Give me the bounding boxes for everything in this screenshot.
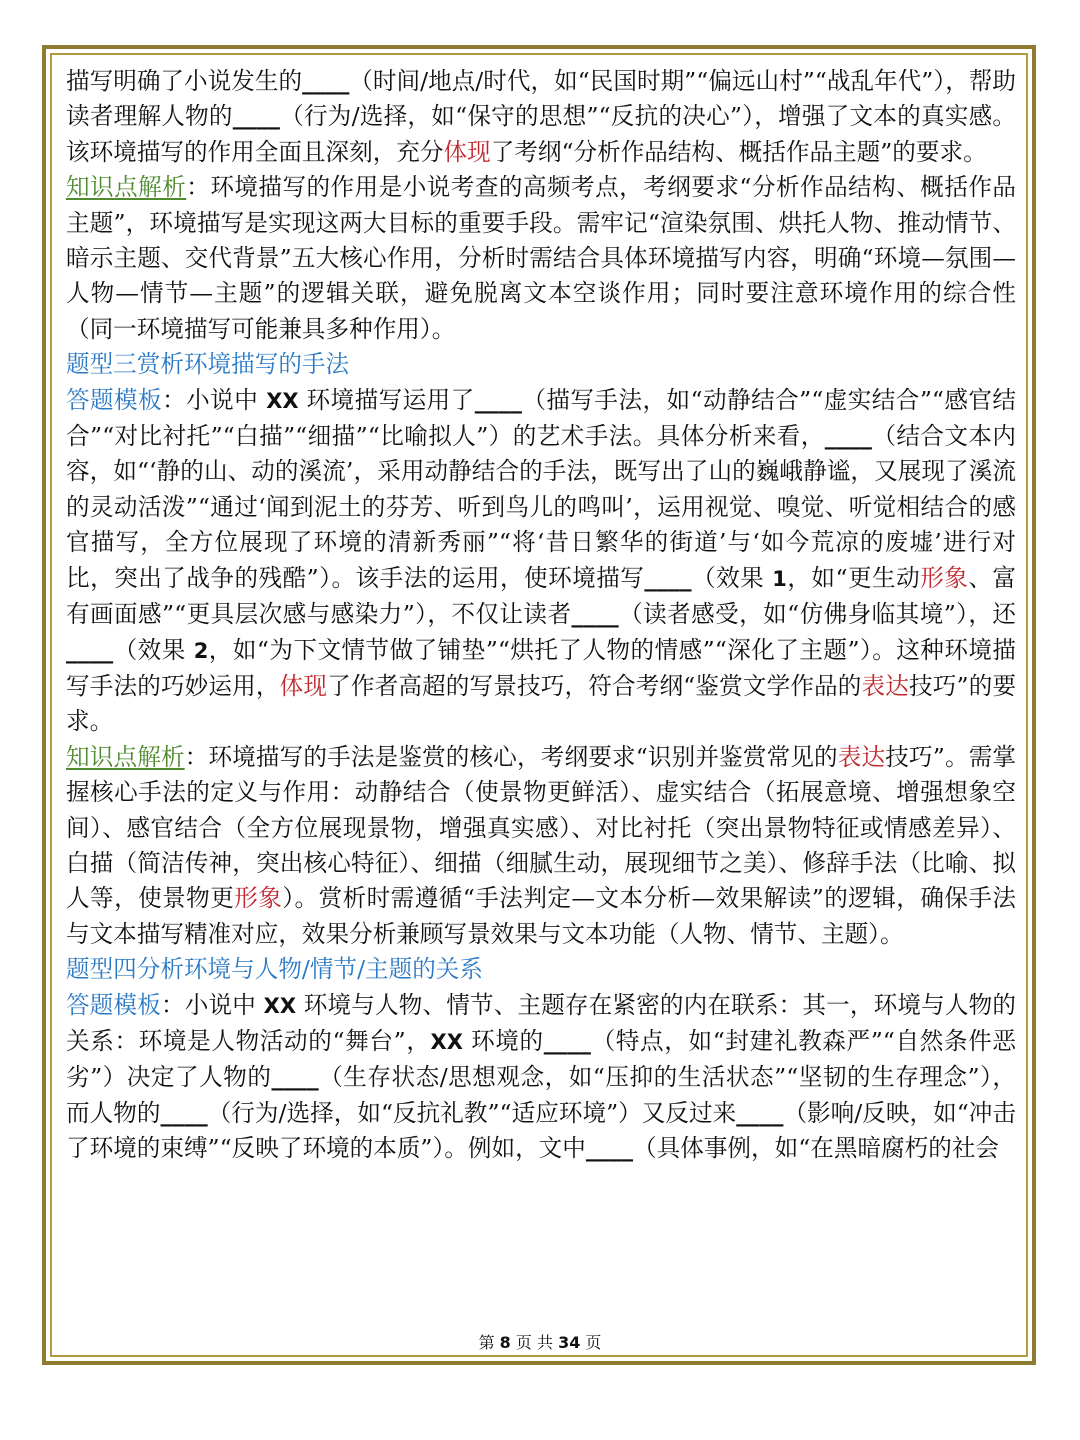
knowledge-analysis-2: 知识点解析：环境描写的手法是鉴赏的核心，考纲要求“识别并鉴赏常见的表达技巧”。需掌握核心手法的定义与作用：动静结合（使景物更鲜活）、虚实结合（拓展意境、增强想象空间）、感官结合（全方位展现景物，增强真实感）、对比衬托（突出景物特征或情感差异）、白描（简洁传神，突出核心特征）、细描（细腻生动，展现细节之美）、修辞手法（比喻、拟人等，使景物更形象）。赏析时需遵循“手法判定—文本分析—效果解读”的逻辑，确保手法与文本描写精准对应，效果分析兼顾写景效果与文本功能（人物、情节、主题）。: [66, 742, 1017, 948]
knowledge-analysis-1: 知识点解析：环境描写的作用是小说考查的高频考点，考纲要求“分析作品结构、概括作品主题”，环境描写是实现这两大目标的重要手段。需牢记“渲染氛围、烘托人物、推动情节、暗示主题、交代背景”五大核心作用，分析时需结合具体环境描写内容，明确“环境—氛围—人物—情节—主题”的逻辑关联，避免脱离文本空谈作用；同时要注意环境作用的综合性（同一环境描写可能兼具多种作用）。: [66, 173, 1017, 343]
page-number-footer: 第 8 页 共 34 页: [478, 1333, 602, 1352]
document-body: [66, 64, 1016, 1167]
knowledge-label: 知识点解析: [66, 742, 185, 771]
section-heading-type-3: 题型三赏析环境描写的手法: [66, 350, 350, 379]
knowledge-label: 知识点解析: [66, 173, 187, 202]
section-heading-type-4: 题型四分析环境与人物/情节/主题的关系: [66, 955, 483, 984]
answer-template-4: 答题模板：小说中 XX 环境与人物、情节、主题存在紧密的内在联系：其一，环境与人物的关系：环境是人物活动的“舞台”，XX 环境的____（特点，如“封建礼教森严”“自然条件恶劣”）决定了人物的____（生存状态/思想观念，如“压抑的生活状态”“坚韧的生存理念”），而人物的____（行为/选择，如“反抗礼教”“适应环境”）又反过来____（影响/反映，如“冲击了环境的束缚”“反映了环境的本质”）。例如，文中____（具体事例，如“在黑暗腐朽的社会: [66, 990, 1017, 1163]
answer-template-3: 答题模板：小说中 XX 环境描写运用了____（描写手法，如“动静结合”“虚实结合”“感官结合”“对比衬托”“白描”“细描”“比喻拟人”）的艺术手法。具体分析来看，____（结合文本内容，如“‘静的山、动的溪流’，采用动静结合的手法，既写出了山的巍峨静谧，又展现了溪流的灵动活泼”“通过‘闻到泥土的芬芳、听到鸟儿的鸣叫’，运用视觉、嗅觉、听觉相结合的感官描写，全方位展现了环境的清新秀丽”“将‘昔日繁华的街道’与‘如今荒凉的废墟’进行对比，突出了战争的残酷”）。该手法的运用，使环境描写____（效果 1，如“更生动形象、富有画面感”“更具层次感与感染力”），不仅让读者____（读者感受，如“仿佛身临其境”），还____（效果 2，如“为下文情节做了铺垫”“烘托了人物的情感”“深化了主题”）。这种环境描写手法的巧妙运用，体现了作者高超的写景技巧，符合考纲“鉴赏文学作品的表达技巧”的要求。: [66, 385, 1017, 736]
template-label: 答题模板: [66, 990, 161, 1019]
paragraph-env-function-continued: 描写明确了小说发生的____（时间/地点/时代，如“民国时期”“偏远山村”“战乱年代”），帮助读者理解人物的____（行为/选择，如“保守的思想”“反抗的决心”），增强了文本的真实感。该环境描写的作用全面且深刻，充分体现了考纲“分析作品结构、概括作品主题”的要求。: [66, 67, 1017, 166]
template-label: 答题模板: [66, 385, 163, 414]
